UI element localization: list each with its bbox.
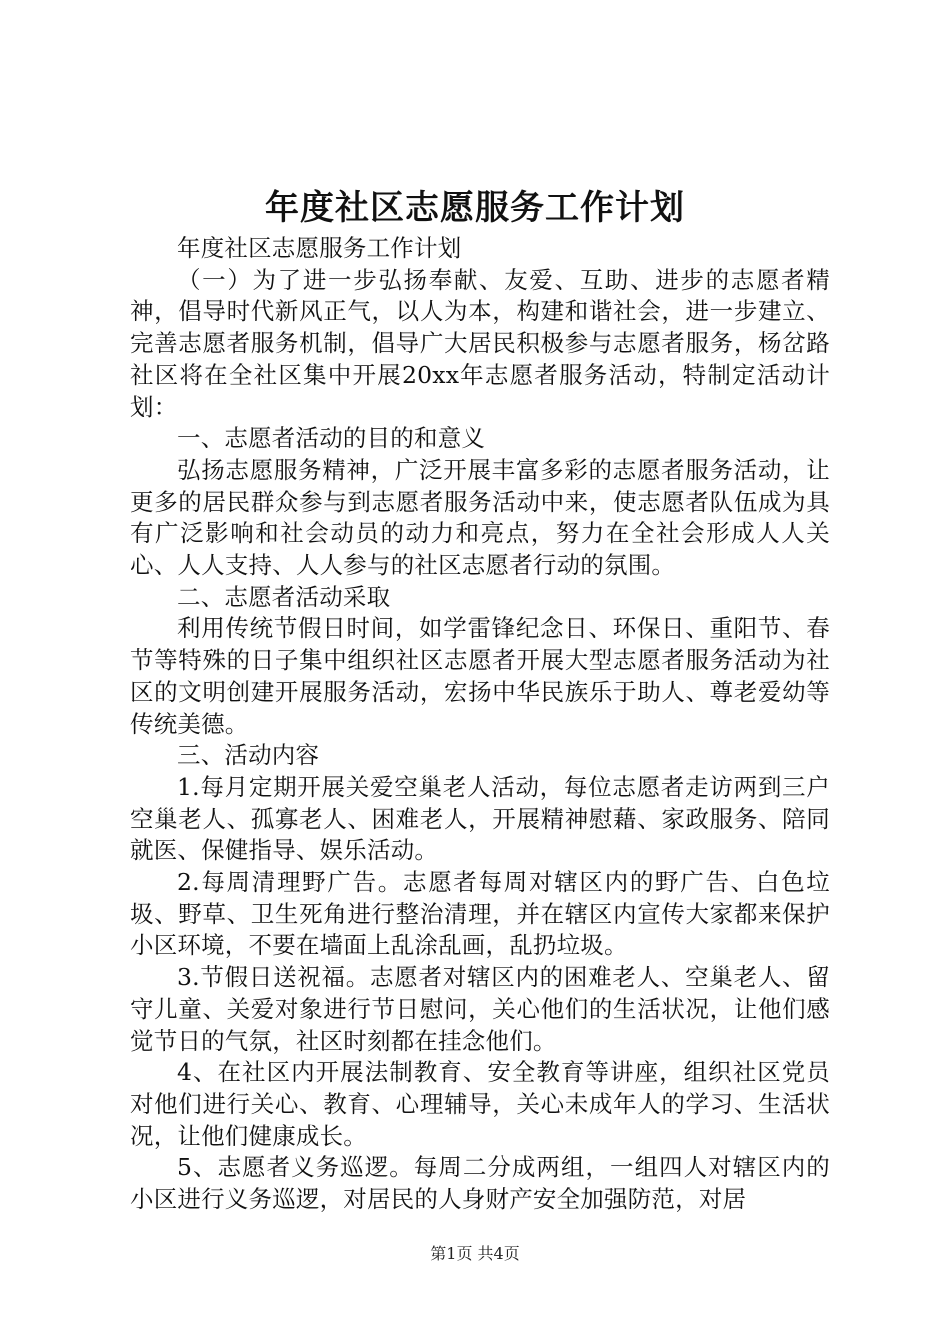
document-body [130,233,830,1216]
list-item-content-2: 2.每周清理野广告。志愿者每周对辖区内的野广告、白色垃圾、野草、卫生死角进行整治清理，并在辖区内宣传大家都来保护小区环境，不要在墙面上乱涂乱画，乱扔垃圾。 [130,868,830,960]
list-item-content-4: 4、在社区内开展法制教育、安全教育等讲座，组织社区党员对他们进行关心、教育、心理辅导，关心未成年人的学习、生活状况，让他们健康成长。 [130,1058,830,1150]
page-number-footer: 第1页 共4页 [430,1244,520,1263]
section-heading-methods: 二、志愿者活动采取 [177,582,391,611]
paragraph-heading-repeat: 年度社区志愿服务工作计划 [177,234,462,262]
list-item-content-5: 5、志愿者义务巡逻。每周二分成两组，一组四人对辖区内的小区进行义务巡逻，对居民的人身财产安全加强防范，对居 [130,1153,830,1214]
paragraph-intro: （一）为了进一步弘扬奉献、友爱、互助、进步的志愿者精神，倡导时代新风正气，以人为本，构建和谐社会，进一步建立、完善志愿者服务机制，倡导广大居民积极参与志愿者服务，杨岔路社区将在全社区集中开展20xx年志愿者服务活动，特制定活动计划： [130,265,830,421]
paragraph-purpose: 弘扬志愿服务精神，广泛开展丰富多彩的志愿者服务活动，让更多的居民群众参与到志愿者服务活动中来，使志愿者队伍成为具有广泛影响和社会动员的动力和亮点，努力在全社会形成人人关心、人人支持、人人参与的社区志愿者行动的氛围。 [130,455,830,580]
section-heading-content: 三、活动内容 [177,741,320,770]
paragraph-methods: 利用传统节假日时间，如学雷锋纪念日、环保日、重阳节、春节等特殊的日子集中组织社区志愿者开展大型志愿者服务活动为社区的文明创建开展服务活动，宏扬中华民族乐于助人、尊老爱幼等传统美德。 [130,614,830,738]
section-heading-purpose: 一、志愿者活动的目的和意义 [177,424,486,453]
document-title: 年度社区志愿服务工作计划 [265,188,685,228]
list-item-content-3: 3.节假日送祝福。志愿者对辖区内的困难老人、空巢老人、留守儿童、关爱对象进行节日慰问，关心他们的生活状况，让他们感觉节日的气氛，社区时刻都在挂念他们。 [130,963,830,1055]
list-item-content-1: 1.每月定期开展关爱空巢老人活动，每位志愿者走访两到三户空巢老人、孤寡老人、困难老人，开展精神慰藉、家政服务、陪同就医、保健指导、娱乐活动。 [130,772,830,865]
